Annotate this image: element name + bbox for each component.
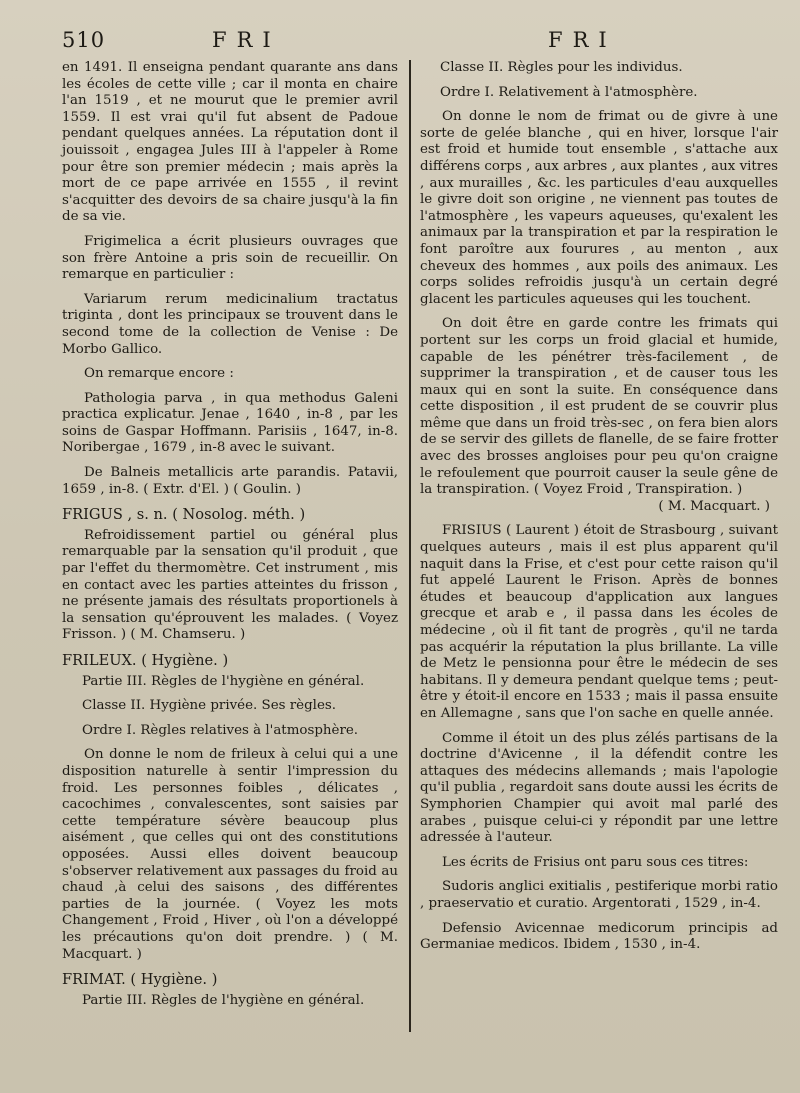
right-column-paragraph: Defensio Avicennae medicorum principis ad Germaniae medicos. Ibidem , 1530 , in-4. <box>420 920 778 953</box>
left-column-paragraph: Partie III. Règles de l'hygiène en général. <box>82 992 365 1008</box>
left-column-paragraph: Frigimelica a écrit plusieurs ouvrages que son frère Antoine a pris soin de recueillir. On remarque en particulier : <box>62 233 398 283</box>
left-column-paragraph: en 1491. Il enseigna pendant quarante ans dans les écoles de cette ville ; car il monta en chaire l'an 1519 , et ne mourut que le premier avril 1559. Il est vrai qu'il fut absent de Padoue pendant quelques années. La réputation dont il jouissoit , engagea Jules III à l'appeler à Rome pour être son premier médecin ; mais après la mort de ce pape arrivée en 1555 , il revint s'acquitter des devoirs de sa chaire jusqu'à la fin de sa vie. <box>62 60 398 225</box>
left-column-paragraph: FRIGUS , s. n. ( Nosolog. méth. ) <box>62 506 306 524</box>
right-column-paragraph: On donne le nom de frimat ou de givre à une sorte de gelée blanche , qui en hiver, lorsque l'air est froid et humide tout ensemble , s'attache aux différens corps , aux arbres , aux plantes , aux vitres , aux murailles , &c. les particules d'eau auxquelles le givre doit son origine , ne viennent pas toutes de l'atmosphère , les vapeurs aqueuses, qu'exalent les animaux par la transpiration et par la respiration le font paroître aux fourures , au menton , aux cheveux des hommes , aux poils des animaux. Les corps solides refroidis jusqu'à un certain degré glacent les particules aqueuses qui les touchent. <box>420 109 778 307</box>
right-column-paragraph: Classe II. Règles pour les individus. <box>440 60 683 75</box>
left-column-paragraph: FRIMAT. ( Hygiène. ) <box>62 971 218 989</box>
left-column-paragraph: Variarum rerum medicinalium tractatus triginta , dont les principaux se trouvent dans le second tome de la collection de Venise : De Morbo Gallico. <box>62 291 398 357</box>
right-column-paragraph: Sudoris anglici exitialis , pestiferique morbi ratio , praeservatio et curatio. Argentorati , 1529 , in-4. <box>420 879 778 911</box>
left-column-paragraph: Classe II. Hygiène privée. Ses règles. <box>82 698 336 714</box>
right-column-paragraph: FRISIUS ( Laurent ) étoit de Strasbourg , suivant quelques auteurs , mais il est plus apparent qu'il naquit dans la Frise, et c'est pour cette raison qu'il fut appelé Laurent le Frison. Après de bonnes études et beaucoup d'application aux langues grecque et arab e , il passa dans les écoles de médecine , où il fit tant de progrès , qu'il ne tarda pas acquérir la réputation la plus brillante. La ville de Metz le pensionna pour être le médecin de ses habitans. Il y demeura pendant quelque tems ; peut-être y étoit-il encore en 1533 ; mais il passa ensuite en Allemagne , sans que l'on sache en quelle année. <box>420 523 778 721</box>
left-column-paragraph: On donne le nom de frileux à celui qui a une disposition naturelle à sentir l'impression du froid. Les personnes foibles , délicates , cacochimes , convalescentes, sont saisies par cette température sévère beaucoup plus aisément , que celles qui ont des constitutions opposées. Aussi elles doivent beaucoup s'observer relativement aux passages du froid au chaud ,à celui des saisons , des différentes parties de la journée. ( Voyez les mots Changement , Froid , Hiver , où l'on a développé les précautions qu'on doit prendre. ) ( M. Macquart. ) <box>62 747 398 962</box>
running-head-right: FRI <box>548 28 617 52</box>
left-column-paragraph: Refroidissement partiel ou général plus remarquable par la sensation qu'il produit , que par l'effet du thermomètre. Cet instrument , mis en contact avec les parties atteintes du frisson , ne présente jamais des résultats proportionels à la sensation qu'éprouvent les malades. ( Voyez Frisson. ) ( M. Chamseru. ) <box>62 527 398 643</box>
right-column-paragraph: Comme il étoit un des plus zélés partisans de la doctrine d'Avicenne , il la défendit contre les attaques des médecins allemands ; mais l'apologie qu'il publia , regardoit sans doute aussi les écrits de Symphorien Champier qui avoit mal parlé des arabes , puisque celui-ci y répondit par une lettre adressée à l'auteur. <box>420 730 778 846</box>
left-column-paragraph: On remarque encore : <box>84 366 234 382</box>
right-column-paragraph: Les écrits de Frisius ont paru sous ces titres: <box>442 854 749 870</box>
right-column-paragraph: Ordre I. Relativement à l'atmosphère. <box>440 84 698 100</box>
column-rule <box>409 60 411 1032</box>
left-column-paragraph: Pathologia parva , in qua methodus Galeni practica explicatur. Jenae , 1640 , in-8 , par les soins de Gaspar Hoffmann. Parisiis , 1647, in-8. Noribergae , 1679 , in-8 avec le suivant. <box>62 390 398 456</box>
running-head-left: FRI <box>212 28 281 52</box>
left-column-paragraph: Ordre I. Règles relatives à l'atmosphère. <box>82 722 359 738</box>
left-column-paragraph: FRILEUX. ( Hygiène. ) <box>62 652 229 669</box>
left-column-paragraph: De Balneis metallicis arte parandis. Patavii, 1659 , in-8. ( Extr. d'El. ) ( Goulin. ) <box>62 465 398 497</box>
right-column-paragraph: On doit être en garde contre les frimats qui portent sur les corps un froid glacial et humide, capable de les pénétrer très-facilement , de supprimer la transpiration , et de causer tous les maux qui en sont la suite. En conséquence dans cette disposition , il est prudent de se couvrir plus même que dans un froid très-sec , on fera bien alors de se servir des gillets de flanelle, de se faire frotter avec des brosses angloises pour peu qu'on craigne le refoulement que pourroit causer la seule gêne de la transpiration. ( Voyez Froid , Transpiration. ) <box>420 316 778 498</box>
right-column <box>420 60 778 954</box>
left-column-paragraph: Partie III. Règles de l'hygiène en général. <box>82 673 365 689</box>
page-number: 510 <box>62 28 106 52</box>
right-column-paragraph: ( M. Macquart. ) <box>658 498 770 514</box>
left-column <box>62 60 398 1009</box>
